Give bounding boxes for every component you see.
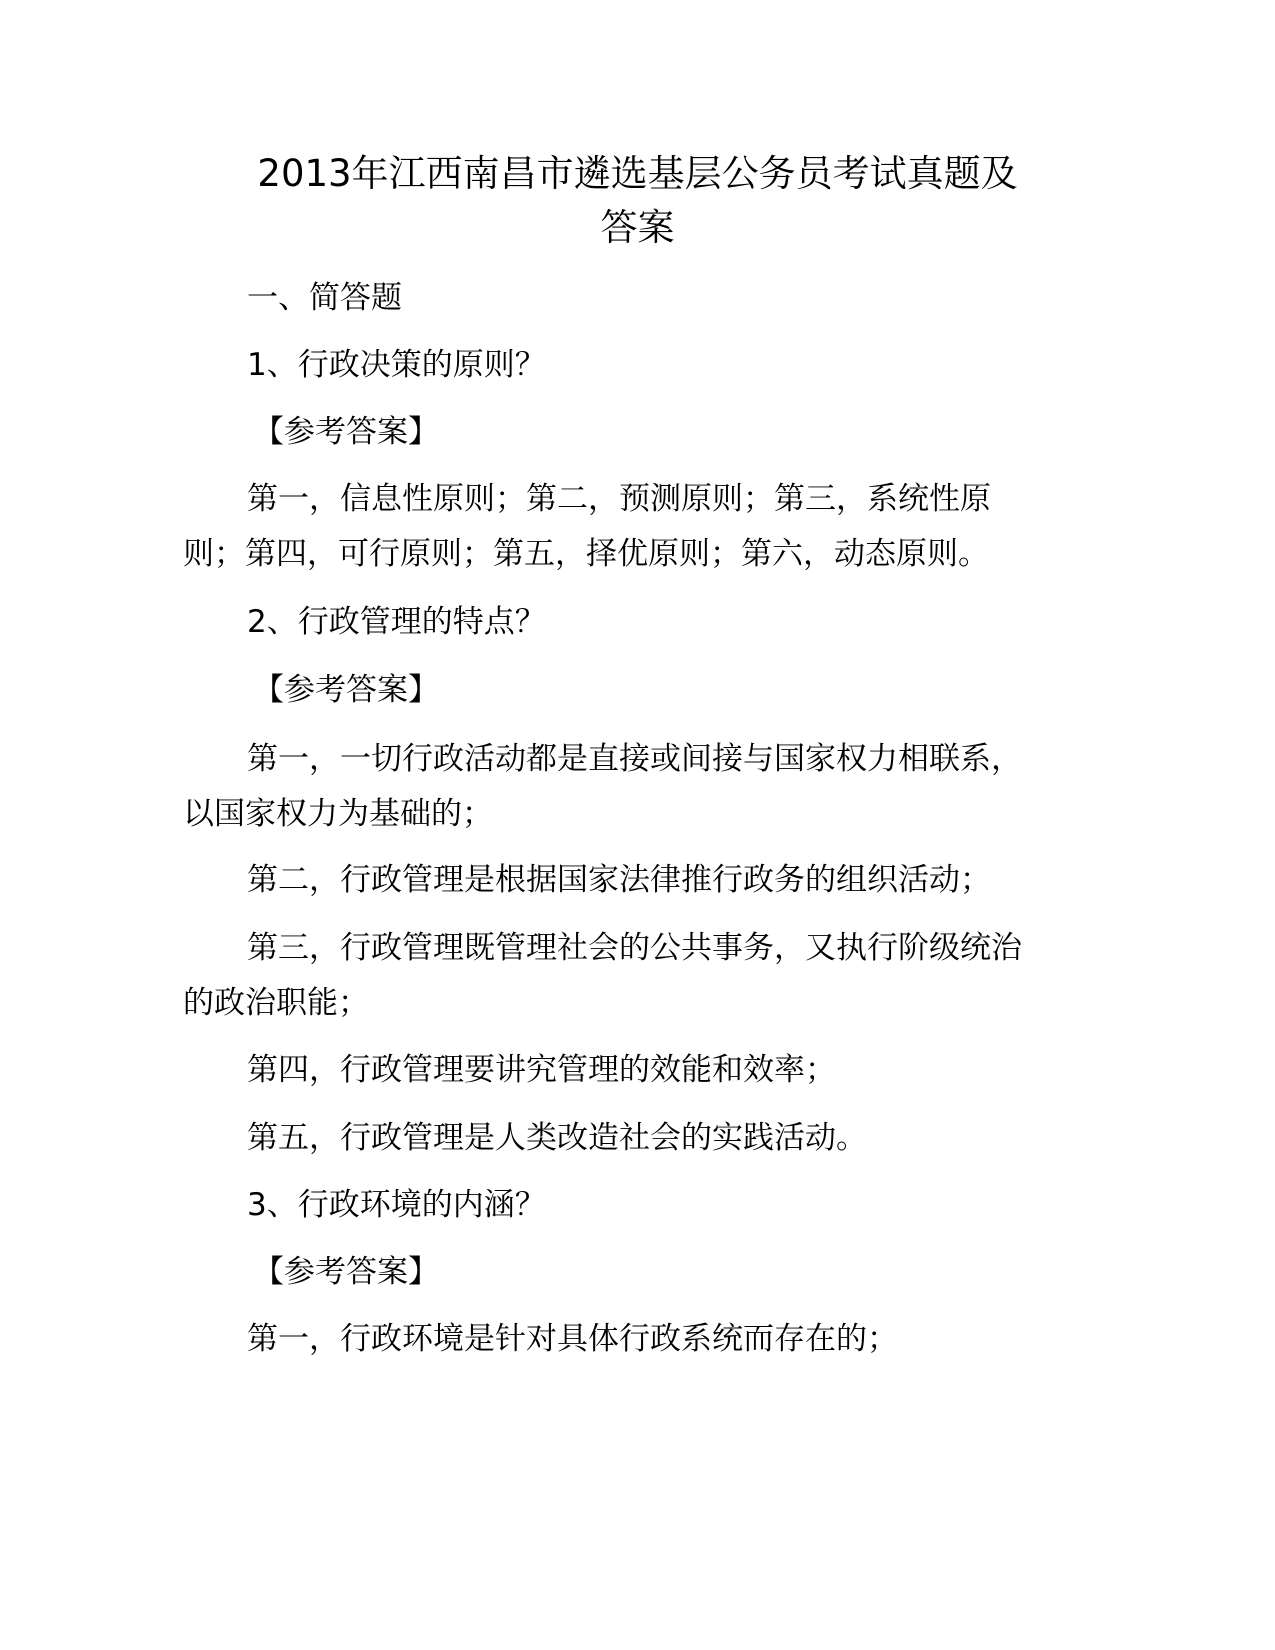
answer-2-point-3-line-1: 第三，行政管理既管理社会的公共事务，又执行阶级统治	[247, 930, 1022, 966]
question-3: 3、行政环境的内涵？	[247, 1187, 546, 1223]
answer-2-point-3-line-2: 的政治职能；	[183, 985, 369, 1021]
answer-label-2: 【参考答案】	[253, 672, 439, 708]
answer-label-3: 【参考答案】	[253, 1254, 439, 1290]
answer-2-point-5: 第五，行政管理是人类改造社会的实践活动。	[247, 1120, 867, 1156]
answer-3-point-1: 第一，行政环境是针对具体行政系统而存在的；	[247, 1321, 898, 1357]
answer-2-point-4: 第四，行政管理要讲究管理的效能和效率；	[247, 1052, 836, 1088]
question-1: 1、行政决策的原则？	[247, 347, 546, 383]
answer-2-point-1-line-1: 第一，一切行政活动都是直接或间接与国家权力相联系，	[247, 741, 1022, 777]
document-title-line-2: 答案	[600, 206, 675, 249]
answer-label-1: 【参考答案】	[253, 414, 439, 450]
answer-1-line-1: 第一，信息性原则；第二，预测原则；第三，系统性原	[247, 481, 991, 517]
answer-2-point-1-line-2: 以国家权力为基础的；	[183, 796, 493, 832]
answer-2-point-2: 第二，行政管理是根据国家法律推行政务的组织活动；	[247, 862, 991, 898]
answer-1-line-2: 则；第四，可行原则；第五，择优原则；第六，动态原则。	[183, 536, 989, 572]
document-title-line-1: 2013年江西南昌市遴选基层公务员考试真题及	[257, 152, 1018, 195]
section-heading: 一、简答题	[247, 280, 402, 316]
question-2: 2、行政管理的特点？	[247, 604, 546, 640]
